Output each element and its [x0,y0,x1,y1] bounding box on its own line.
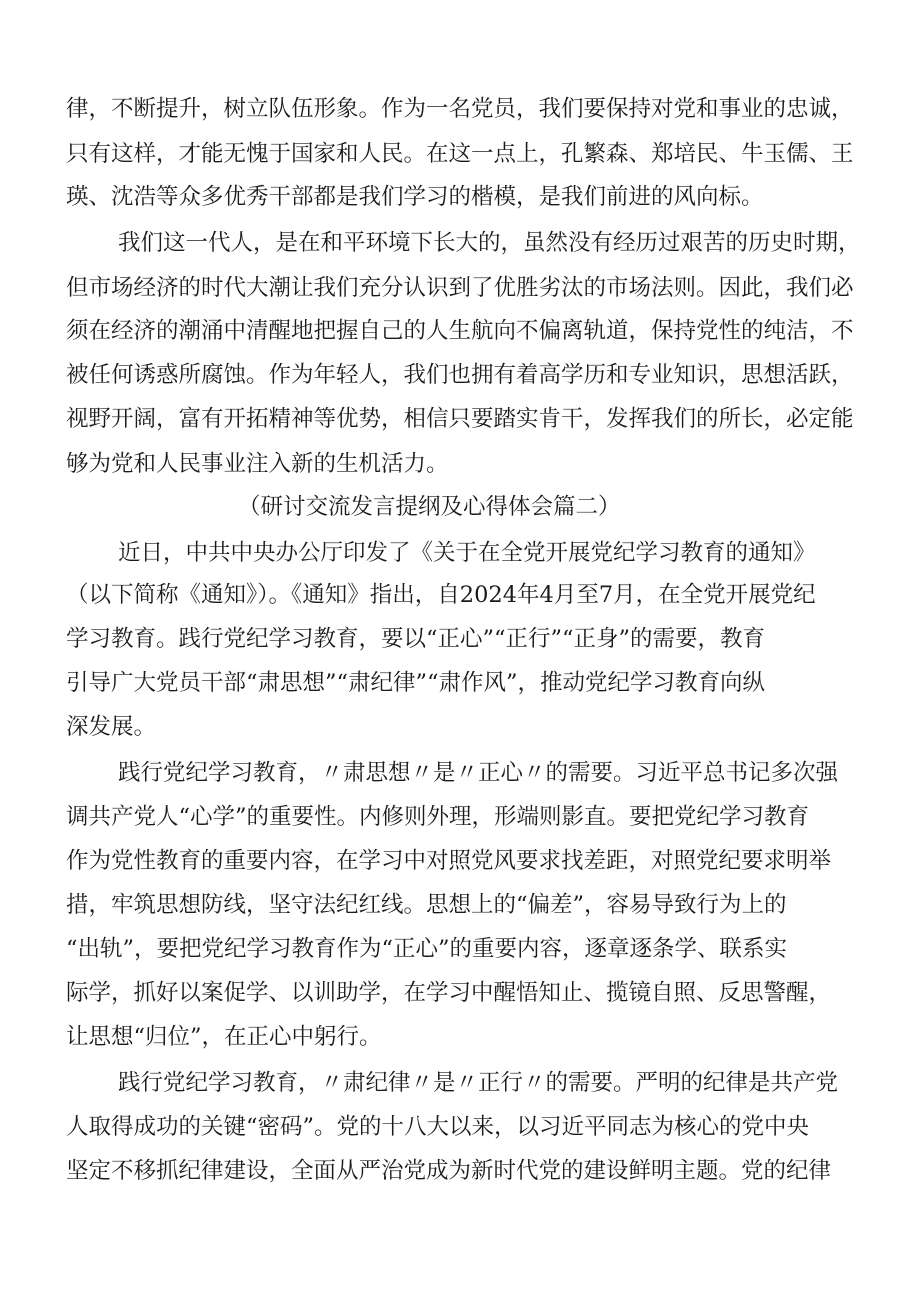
section-heading: （研讨交流发言提纲及心得体会篇二） [238,494,621,520]
text-line: 践行党纪学习教育，〃肃思想〃是〃正心〃的需要。习近平总书记多次强 [118,760,839,786]
text-line: 够为党和人民事业注入新的生机活力。 [66,451,449,477]
text-line: 瑛、沈浩等众多优秀干部都是我们学习的楷模，是我们前进的风向标。 [66,184,764,210]
text-line: 深发展。 [66,714,157,740]
text-line: 人取得成功的关键“密码”。党的十八大以来，以习近平同志为核心的党中央 [66,1114,810,1140]
text-line: （以下简称《通知》）。《通知》指出，自2024年4月至7月，在全党开展党纪 [66,582,816,608]
text-line: 调共产党人“心学”的重要性。内修则外理，形端则影直。要把党纪学习教育 [66,804,810,830]
text-line: 律，不断提升，树立队伍形象。作为一名党员，我们要保持对党和事业的忠诚， [66,96,854,122]
text-line: 际学，抓好以案促学、以训助学，在学习中醒悟知止、揽镜自照、反思警醒， [66,980,832,1006]
text-line: 只有这样，才能无愧于国家和人民。在这一点上，孔繁森、郑培民、牛玉儒、王 [66,141,854,167]
text-line: 让思想“归位”，在正心中躬行。 [66,1024,382,1050]
text-line: 措，牢筑思想防线，坚守法纪红线。思想上的“偏差”，容易导致行为上的 [66,892,787,918]
text-line: 引导广大党员干部“肃思想”“肃纪律”“肃作风”，推动党纪学习教育向纵 [66,670,766,696]
text-line: “出轨”，要把党纪学习教育作为“正心”的重要内容，逐章逐条学、联系实 [66,936,788,962]
text-line: 被任何诱惑所腐蚀。作为年轻人，我们也拥有着高学历和专业知识，思想活跃， [66,362,854,388]
text-line: 须在经济的潮涌中清醒地把握自己的人生航向不偏离轨道，保持党性的纯洁，不 [66,318,854,344]
text-line: 学习教育。践行党纪学习教育，要以“正心”“正行”“正身”的需要，教育 [66,626,766,652]
text-line: 作为党性教育的重要内容，在学习中对照党风要求找差距，对照党纪要求明举 [66,848,832,874]
text-line: 践行党纪学习教育，〃肃纪律〃是〃正行〃的需要。严明的纪律是共产党 [118,1070,839,1096]
text-line: 近日，中共中央办公厅印发了《关于在全党开展党纪学习教育的通知》 [118,540,816,566]
text-line: 但市场经济的时代大潮让我们充分认识到了优胜劣汰的市场法则。因此，我们必 [66,275,854,301]
text-line: 坚定不移抓纪律建设，全面从严治党成为新时代党的建设鲜明主题。党的纪律 [66,1158,832,1184]
text-line: 视野开阔，富有开拓精神等优势，相信只要踏实肯干，发挥我们的所长，必定能 [66,406,854,432]
text-line: 我们这一代人，是在和平环境下长大的，虽然没有经历过艰苦的历史时期， [118,230,861,256]
